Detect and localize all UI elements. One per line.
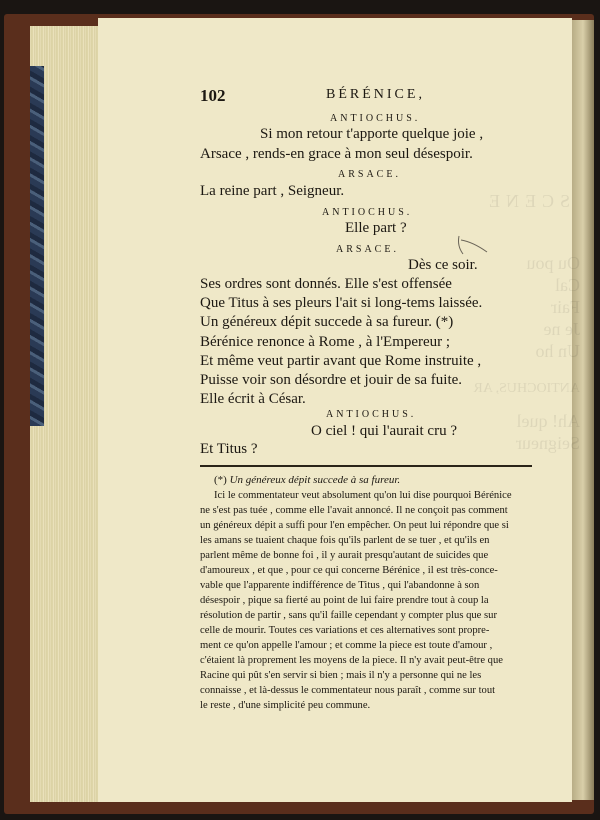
facing-page-edge — [572, 20, 594, 800]
verse-line: Et même veut partir avant que Rome instruite , — [200, 353, 482, 369]
verse-line: La reine part , Seigneur. — [200, 183, 345, 199]
footnote-line: désespoir , pique sa fierté au point de lui faire prendre tout à coup la — [200, 595, 489, 606]
page-number: 102 — [200, 86, 226, 105]
verse-line: Elle écrit à César. — [200, 391, 306, 407]
footnote-line: d'amoureux , et que , pour ce qui concerne Bérénice , il est très-conce- — [200, 565, 498, 576]
footnote-line: le reste , d'une simplicité peu commune. — [200, 700, 371, 711]
footnote-line: Ici le commentateur veut absolument qu'on lui dise pourquoi Bérénice — [214, 490, 512, 501]
verse-line: Ses ordres sont donnés. Elle s'est offensée — [200, 276, 452, 292]
footnote-line: ment ce qu'on appelle l'amour ; et comme la piece est toute d'amour , — [200, 640, 493, 651]
verse-line: Bérénice renonce à Rome , à l'Empereur ; — [200, 334, 451, 350]
pencil-mark — [455, 232, 491, 256]
verse-line: Un généreux dépit succede à sa fureur. (*) — [200, 314, 454, 330]
speaker-name: ARSACE. — [336, 244, 399, 255]
footnote-heading — [214, 474, 400, 486]
page-edges — [30, 26, 100, 802]
footnote-rule — [200, 465, 532, 467]
footnote-line: connaisse , et là-dessus le commentateur nous paraît , comme sur tout — [200, 685, 496, 696]
footnote-line: c'étaient là proprement les moyens de la piece. Il n'y avait peut-être que — [200, 655, 503, 666]
speaker-name: ARSACE. — [338, 169, 401, 180]
footnote-line: les amans se tuaient chaque fois qu'ils parlent de se tuer , et qu'ils en — [200, 535, 490, 546]
verse-line: Arsace , rends-en grace à mon seul désespoir. — [200, 146, 473, 162]
footnote-line: parlent même de bonne foi , il y aurait presqu'autant de suicides que — [200, 550, 489, 561]
footnote-line: vable que l'apparente indifférence de Titus , qui l'abandonne à son — [200, 580, 480, 591]
footnote-line: celle de mourir. Toutes ces variations et ces alternatives sont propre- — [200, 625, 490, 636]
footnote-line: résolution de partir , sans qu'il faille cependant y compter plus que sur — [200, 610, 497, 621]
running-head: BÉRÉNICE, — [326, 87, 425, 102]
speaker-name: ANTIOCHUS. — [322, 207, 413, 218]
footnote-line: ne s'est pas tuée , comme elle l'avait annoncé. Il ne conçoit pas comment — [200, 505, 508, 516]
marbled-endpaper — [30, 66, 44, 426]
verse-line: Que Titus à ses pleurs l'ait si long-tems laissée. — [200, 295, 483, 311]
verse-line: Elle part ? — [345, 220, 407, 236]
verse-line: Et Titus ? — [200, 441, 258, 457]
verse-line: Puisse voir son désordre et jouir de sa fuite. — [200, 372, 463, 388]
footnote-quote: Un généreux dépit succede à sa fureur. — [229, 474, 401, 486]
speaker-name: ANTIOCHUS. — [326, 409, 417, 420]
verse-line: Si mon retour t'apporte quelque joie , — [260, 126, 484, 142]
footnote-line: un généreux dépit a suffi pour l'en empêcher. On peut lui répondre que si — [200, 520, 509, 531]
footnote-line: Racine qui pût s'en servir si bien ; mais il n'y a personne qui ne les — [200, 670, 482, 681]
verse-line: Dès ce soir. — [408, 257, 478, 273]
speaker-name: ANTIOCHUS. — [330, 113, 421, 124]
footnote-marker: (*) — [214, 474, 227, 486]
verse-line: O ciel ! qui l'aurait cru ? — [311, 423, 457, 439]
